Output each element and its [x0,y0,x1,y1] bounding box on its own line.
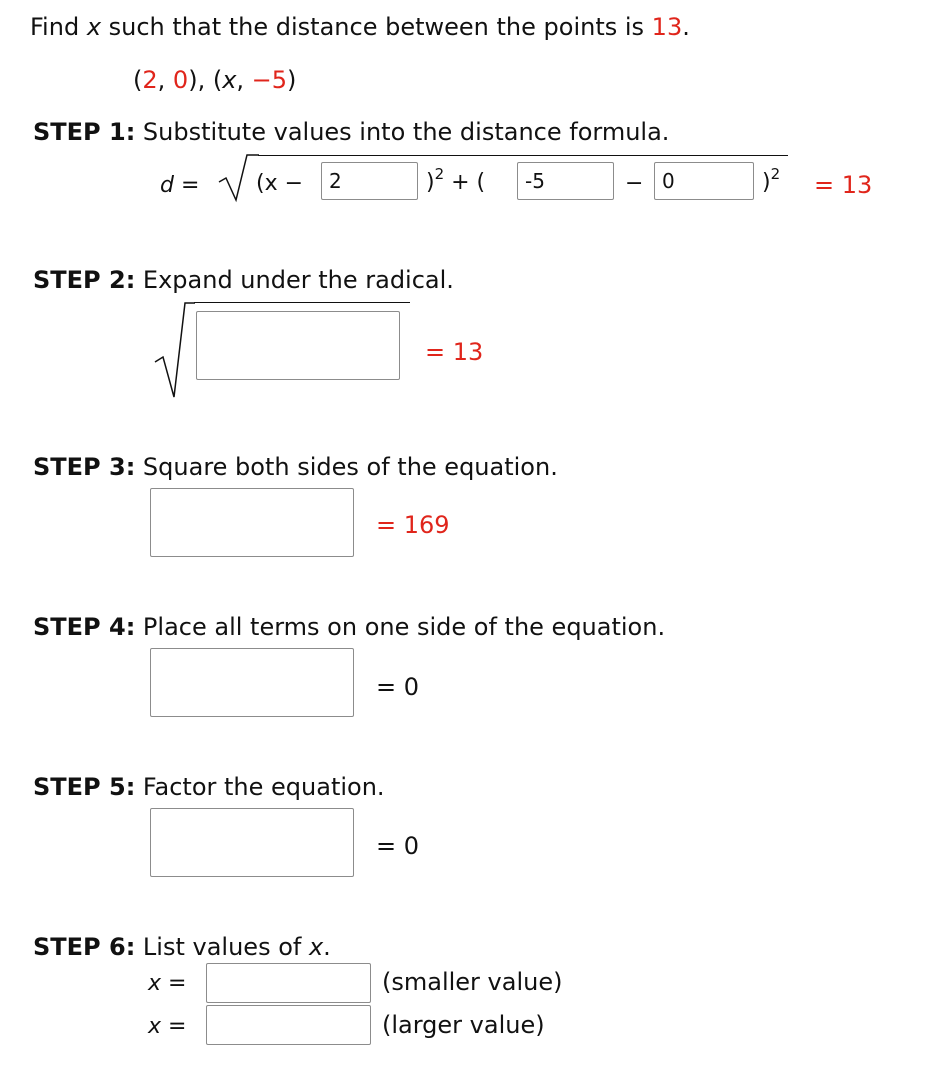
step1-close-sq-plus: )$^2$ + ( [426,165,486,195]
step4-input[interactable] [150,648,354,717]
step1-minus: − [625,171,644,196]
step3-heading: STEP 3: Square both sides of the equation. [33,453,558,481]
step2-radical-bar [194,302,410,303]
step2-input[interactable] [196,311,400,380]
x-larger-input[interactable] [206,1005,371,1045]
target-distance: 13 [651,13,683,41]
step1-result: = 13 [814,171,873,199]
step1-input-y2[interactable] [654,162,754,200]
step1-input-y1[interactable] [517,162,614,200]
step2-result: = 13 [425,338,484,366]
step1-input-x1[interactable] [321,162,418,200]
step4-heading: STEP 4: Place all terms on one side of the equation. [33,613,666,641]
step6-row2-note: (larger value) [382,1011,545,1039]
step1-radical-sign [219,152,259,202]
step1-d-equals: d = [160,173,200,198]
step5-heading: STEP 5: Factor the equation. [33,773,385,801]
step5-result: = 0 [376,832,420,860]
problem-prompt: Find x such that the distance between the points is 13. [30,13,690,41]
step3-input[interactable] [150,488,354,557]
step6-row1-label: x = [148,971,187,996]
step1-radical-bar [258,155,788,156]
step4-result: = 0 [376,673,420,701]
points-line: (2, 0), (x, −5) [133,66,297,94]
x-smaller-input[interactable] [206,963,371,1003]
step6-heading: STEP 6: List values of x. [33,933,331,961]
step5-input[interactable] [150,808,354,877]
step1-heading: STEP 1: Substitute values into the distance formula. [33,118,670,146]
step6-row1-note: (smaller value) [382,968,563,996]
step2-heading: STEP 2: Expand under the radical. [33,266,454,294]
step3-result: = 169 [376,511,450,539]
step1-open-x: (x − [256,171,304,196]
step2-radical-sign [155,300,195,400]
step1-close-sq2: )$^2$ [762,165,781,195]
step6-row2-label: x = [148,1014,187,1039]
